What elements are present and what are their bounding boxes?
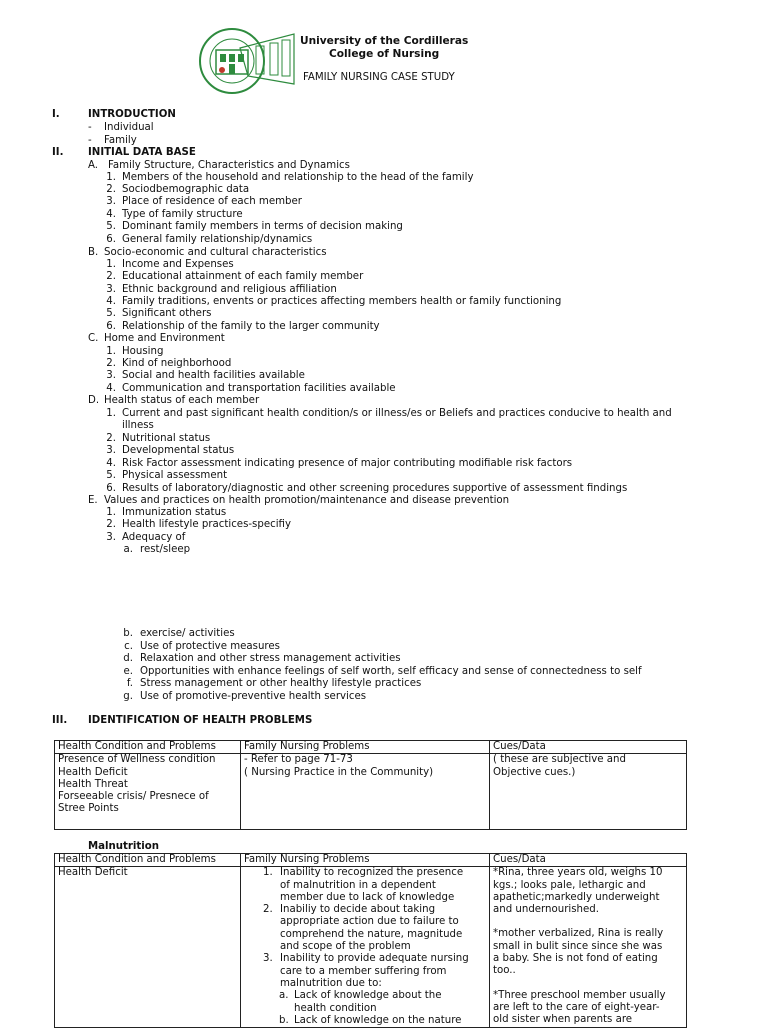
problem-item — [241, 953, 486, 990]
list-item: Risk Factor assessment indicating presence of major contributing modifiable risk factors — [122, 458, 573, 469]
problem-item — [241, 867, 486, 904]
list-letter: e. — [123, 666, 133, 677]
table-cell — [55, 754, 241, 830]
cell-line: small in bulit since since she was — [493, 940, 663, 952]
section-title-initial-data-base: INITIAL DATA BASE — [88, 147, 196, 158]
outline-heading-a: Family Structure, Characteristics and Dynamics — [108, 160, 350, 171]
outline-label-d: D. — [88, 395, 100, 406]
university-seal-logo — [196, 26, 296, 96]
list-number: 6. — [106, 321, 116, 332]
list-item: Health lifestyle practices-specifiy — [122, 519, 291, 530]
spacer — [493, 916, 683, 928]
sub-list-item: Use of promotive-preventive health services — [140, 691, 367, 702]
list-item-continuation: illness — [122, 420, 154, 431]
outline-heading-d: Health status of each member — [104, 395, 260, 406]
list-number: 6. — [106, 234, 116, 245]
cell-line: Stree Points — [58, 803, 119, 815]
list-item: Developmental status — [122, 445, 235, 456]
list-item: Dominant family members in terms of decision making — [122, 221, 403, 232]
sub-list-item: rest/sleep — [140, 544, 191, 555]
cell-line: Lack of knowledge about the — [294, 990, 442, 1002]
list-bullet: - — [88, 135, 92, 146]
table-header: Cues/Data — [490, 741, 687, 754]
document-header — [300, 35, 468, 60]
list-letter: b. — [279, 1014, 289, 1026]
list-item: Immunization status — [122, 507, 227, 518]
outline-label-c: C. — [88, 333, 99, 344]
malnutrition-table — [54, 853, 687, 1028]
cell-line: ( these are subjective and — [493, 754, 626, 766]
table-cell — [490, 867, 687, 1028]
list-letter: d. — [123, 653, 133, 664]
cell-line: a baby. She is not fond of eating — [493, 953, 658, 965]
cell-line: appropriate action due to failure to — [280, 916, 459, 928]
cell-line: apathetic;markedly underweight — [493, 891, 660, 903]
cell-line: Inability to provide adequate nursing — [280, 953, 469, 965]
spacer — [493, 978, 683, 990]
list-item: Kind of neighborhood — [122, 358, 232, 369]
cell-line: malnutrition due to: — [280, 977, 382, 989]
cell-line: *Rina, three years old, weighs 10 — [493, 867, 663, 879]
cell-line: Lack of knowledge on the nature — [294, 1014, 462, 1026]
list-number: 1. — [106, 259, 116, 270]
table-title-malnutrition: Malnutrition — [88, 841, 160, 852]
list-number: 2. — [106, 358, 116, 369]
section-number-2: II. — [52, 147, 64, 158]
health-problems-table — [54, 740, 687, 830]
list-number: 2. — [106, 271, 116, 282]
outline-label-b: B. — [88, 247, 99, 258]
problem-item — [241, 904, 486, 953]
list-item: General family relationship/dynamics — [122, 234, 313, 245]
list-letter: b. — [123, 628, 133, 639]
cell-line: Objective cues.) — [493, 766, 576, 778]
sub-list-item: Relaxation and other stress management activities — [140, 653, 401, 664]
outline-heading-e: Values and practices on health promotion/maintenance and disease prevention — [104, 495, 510, 506]
table-cell — [490, 754, 687, 830]
list-item: Adequacy of — [122, 532, 186, 543]
list-letter: f. — [126, 678, 133, 689]
list-number: 5. — [106, 308, 116, 319]
cell-line: of malnutrition in a dependent — [280, 879, 436, 891]
college-name: College of Nursing — [329, 47, 440, 60]
table-header: Health Condition and Problems — [55, 854, 241, 867]
list-item: Income and Expenses — [122, 259, 234, 270]
list-number: 2. — [263, 904, 273, 916]
cell-line: Inabiliy to decide about taking — [280, 904, 436, 916]
list-number: 2. — [106, 184, 116, 195]
list-number: 5. — [106, 221, 116, 232]
cell-line: *mother verbalized, Rina is really — [493, 928, 664, 940]
outline-label-a: A. — [88, 160, 99, 171]
cell-line: are left to the care of eight-year- — [493, 1001, 660, 1013]
list-item: Sociodbemographic data — [122, 184, 250, 195]
cell-line: kgs.; looks pale, lethargic and — [493, 879, 646, 891]
list-number: 1. — [106, 346, 116, 357]
table-cell — [241, 867, 490, 1028]
table-header: Family Nursing Problems — [241, 741, 490, 754]
list-letter: a. — [279, 990, 289, 1002]
intro-item-family: Family — [104, 135, 137, 146]
sub-list-item: Opportunities with enhance feelings of self worth, self efficacy and sense of connectedness to self — [140, 666, 642, 677]
cell-line: and scope of the problem — [280, 941, 411, 953]
list-item: Family traditions, envents or practices affecting members health or family functioning — [122, 296, 562, 307]
list-number: 2. — [106, 433, 116, 444]
document-subtitle: FAMILY NURSING CASE STUDY — [303, 72, 455, 83]
university-name: University of the Cordilleras — [300, 35, 469, 47]
outline-heading-b: Socio-economic and cultural characteristics — [104, 247, 327, 258]
cell-line: Presence of Wellness condition — [58, 754, 216, 766]
list-number: 4. — [106, 209, 116, 220]
sub-list-item: Use of protective measures — [140, 641, 280, 652]
list-item: Place of residence of each member — [122, 196, 302, 207]
section-title-introduction: INTRODUCTION — [88, 109, 176, 120]
list-bullet: - — [88, 122, 92, 133]
list-letter: c. — [124, 641, 133, 652]
cell-line: - Refer to page 71-73 — [244, 754, 353, 766]
cell-line: Health Threat — [58, 778, 128, 790]
cell-line: old sister when parents are — [493, 1014, 633, 1026]
cell-line: ( Nursing Practice in the Community) — [244, 766, 434, 778]
cell-line: member due to lack of knowledge — [280, 891, 455, 903]
list-item: Relationship of the family to the larger community — [122, 321, 380, 332]
list-number: 3. — [106, 196, 116, 207]
cell-line: Forseeable crisis/ Presnece of — [58, 791, 209, 803]
list-number: 2. — [106, 519, 116, 530]
outline-heading-c: Home and Environment — [104, 333, 225, 344]
list-number: 1. — [106, 507, 116, 518]
list-number: 3. — [106, 370, 116, 381]
list-item: Housing — [122, 346, 164, 357]
list-item: Physical assessment — [122, 470, 228, 481]
list-number: 1. — [106, 172, 116, 183]
list-number: 3. — [263, 953, 273, 965]
sub-problem-item — [241, 1015, 486, 1027]
list-number: 5. — [106, 470, 116, 481]
list-item: Social and health facilities available — [122, 370, 305, 381]
list-number: 4. — [106, 296, 116, 307]
cell-line: Health Deficit — [58, 766, 128, 778]
cell-line: comprehend the nature, magnitude — [280, 928, 463, 940]
table-cell — [241, 754, 490, 830]
list-number: 1. — [263, 867, 273, 879]
table-header: Family Nursing Problems — [241, 854, 490, 867]
list-number: 6. — [106, 483, 116, 494]
list-number: 3. — [106, 445, 116, 456]
list-item: Significant others — [122, 308, 212, 319]
list-item: Nutritional status — [122, 433, 211, 444]
list-item: Ethnic background and religious affiliation — [122, 284, 337, 295]
cell-line: care to a member suffering from — [280, 965, 447, 977]
section-number-3: III. — [52, 715, 68, 726]
cell-line: *Three preschool member usually — [493, 989, 666, 1001]
list-item: Members of the household and relationship to the head of the family — [122, 172, 474, 183]
list-item: Educational attainment of each family member — [122, 271, 364, 282]
outline-label-e: E. — [88, 495, 98, 506]
list-number: 3. — [106, 532, 116, 543]
table-cell: Health Deficit — [55, 867, 241, 1028]
intro-item-individual: Individual — [104, 122, 154, 133]
list-number: 3. — [106, 284, 116, 295]
list-number: 1. — [106, 408, 116, 419]
table-header: Health Condition and Problems — [55, 741, 241, 754]
cell-line: health condition — [294, 1002, 377, 1014]
table-header: Cues/Data — [490, 854, 687, 867]
sub-list-item: exercise/ activities — [140, 628, 235, 639]
list-item: Current and past significant health condition/s or illness/es or Beliefs and practices conducive to health and — [122, 408, 672, 419]
cell-line: Inability to recognized the presence — [280, 867, 464, 879]
list-letter: a. — [123, 544, 133, 555]
section-number-1: I. — [52, 109, 60, 120]
sub-problem-item — [241, 990, 486, 1015]
list-number: 4. — [106, 383, 116, 394]
list-letter: g. — [123, 691, 133, 702]
list-item: Type of family structure — [122, 209, 243, 220]
sub-list-item: Stress management or other healthy lifestyle practices — [140, 678, 422, 689]
list-item: Communication and transportation facilities available — [122, 383, 396, 394]
section-title-identification: IDENTIFICATION OF HEALTH PROBLEMS — [88, 715, 313, 726]
list-number: 4. — [106, 458, 116, 469]
cell-line: and undernourished. — [493, 904, 599, 916]
list-item: Results of laboratory/diagnostic and other screening procedures supportive of assessment findings — [122, 483, 628, 494]
cell-line: too.. — [493, 965, 516, 977]
